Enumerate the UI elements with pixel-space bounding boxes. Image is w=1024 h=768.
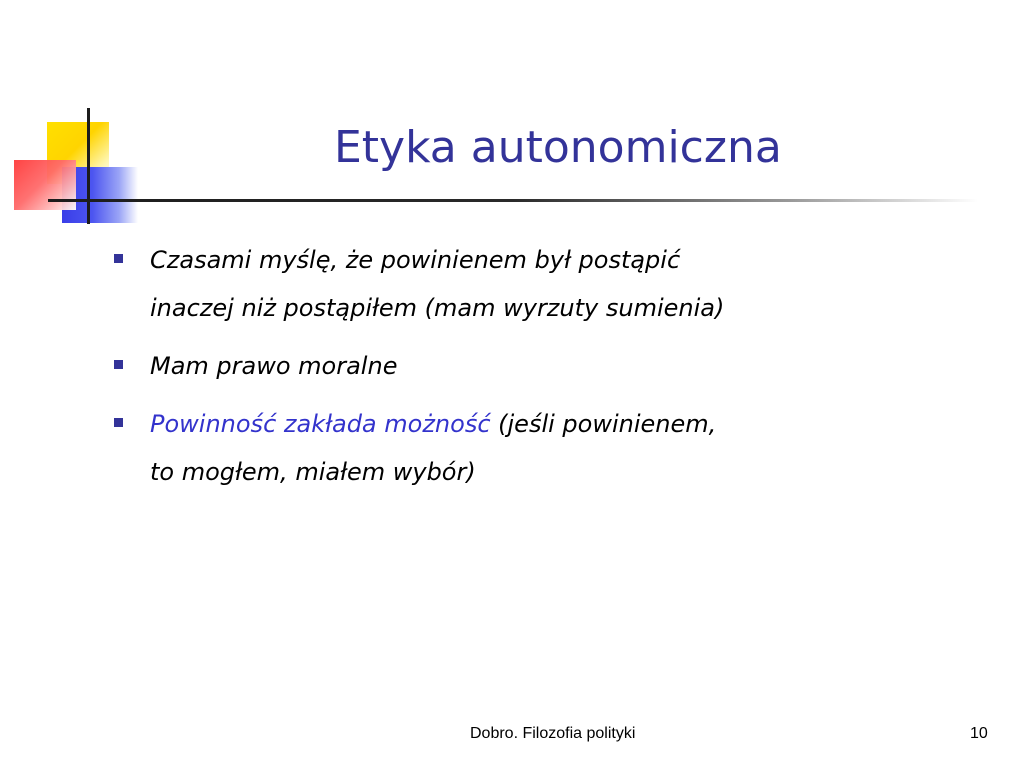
bullet-3-line-2: to mogłem, miałem wybór) (150, 458, 476, 486)
square-bullet-icon (114, 418, 123, 427)
bullet-1-line-1: Czasami myślę, że powinienem był postąpić (150, 246, 681, 274)
title-underline (48, 199, 978, 202)
square-bullet-icon (114, 254, 123, 263)
bullet-item-1 (112, 236, 812, 332)
slide-title: Etyka autonomiczna (334, 122, 782, 173)
square-bullet-icon (114, 360, 123, 369)
footer-text: Dobro. Filozofia polityki (470, 725, 636, 742)
bullet-2-line-1: Mam prawo moralne (150, 352, 398, 380)
bullet-1-line-2: inaczej niż postąpiłem (mam wyrzuty sumienia) (150, 294, 725, 322)
bullet-3-highlight: Powinność zakłada możność (150, 410, 491, 438)
page-number: 10 (970, 725, 988, 742)
bullet-item-2 (112, 342, 812, 390)
bullet-item-3 (112, 400, 812, 496)
logo-decoration (0, 0, 160, 240)
vertical-divider-line (87, 108, 90, 224)
bullet-3-line-1-rest: (jeśli powinienem, (490, 410, 717, 438)
red-square-shape (14, 160, 76, 210)
bullet-list (112, 236, 812, 506)
